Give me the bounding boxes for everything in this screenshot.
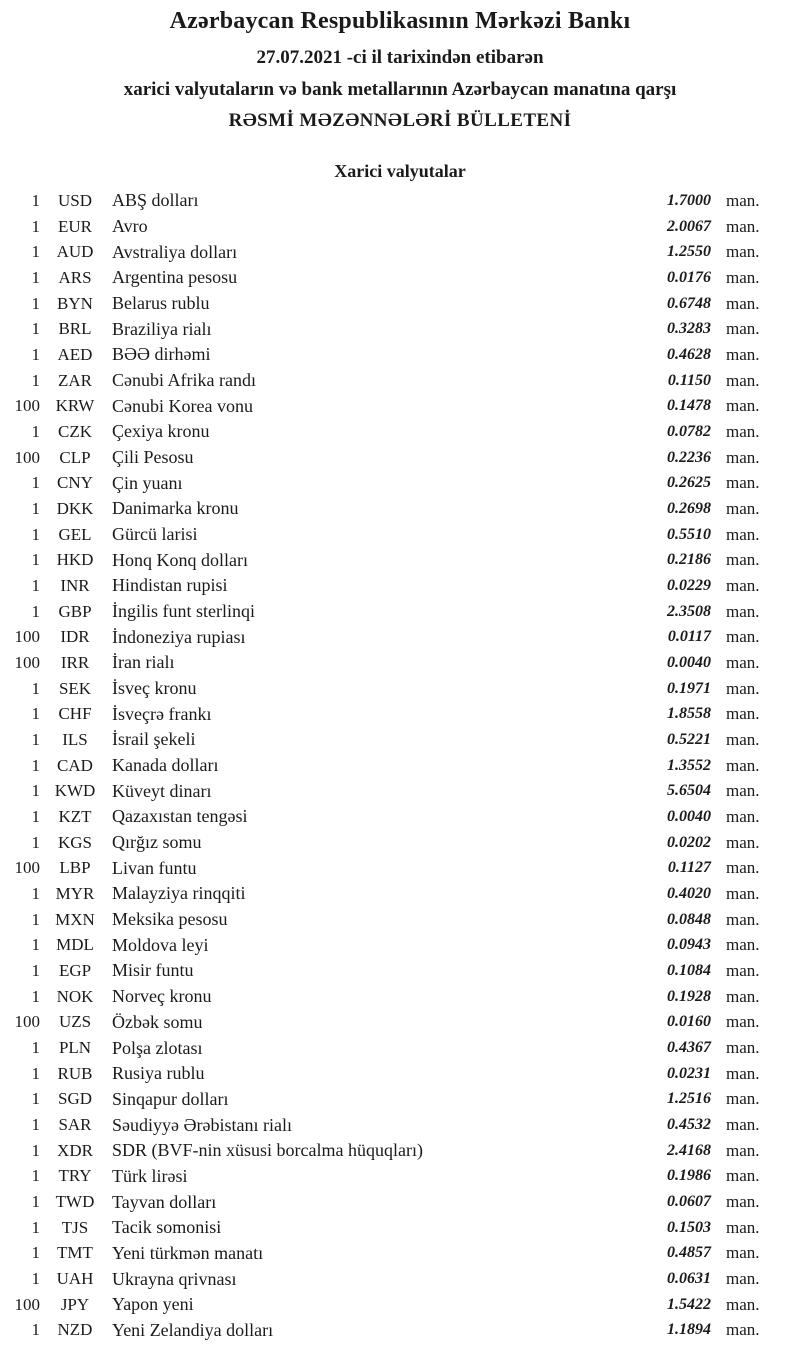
- currency-name: Qırğız somu: [112, 832, 202, 853]
- manat-unit-label: man.: [726, 883, 760, 903]
- currency-code: CZK: [58, 421, 92, 441]
- currency-rate: 0.4857: [667, 1244, 711, 1262]
- rate-row: [0, 1318, 800, 1344]
- currency-code: TRY: [58, 1166, 92, 1186]
- rate-row: [0, 701, 800, 727]
- currency-name: Cənubi Korea vonu: [112, 395, 253, 416]
- currency-rate: 0.1928: [667, 987, 711, 1005]
- effective-date-line: 27.07.2021 -ci il tarixindən etibarən: [256, 47, 544, 69]
- currency-quantity: 100: [14, 396, 40, 416]
- currency-code: IRR: [60, 652, 90, 672]
- rate-row: [0, 1215, 800, 1241]
- currency-code: UZS: [58, 1012, 92, 1032]
- currency-quantity: 1: [31, 524, 40, 544]
- manat-unit-label: man.: [726, 1192, 760, 1212]
- currency-quantity: 1: [31, 1166, 40, 1186]
- currency-name: Çexiya kronu: [112, 421, 210, 442]
- rate-row: [0, 599, 800, 625]
- currency-quantity: 1: [31, 1140, 40, 1160]
- currency-quantity: 1: [31, 729, 40, 749]
- currency-rate: 1.2550: [667, 243, 711, 261]
- currency-rate: 0.1084: [667, 961, 711, 979]
- currency-code: EUR: [58, 216, 92, 236]
- currency-rate: 0.0202: [667, 833, 711, 851]
- currency-name: Gürcü larisi: [112, 524, 198, 545]
- currency-rate: 0.1150: [667, 371, 711, 389]
- manat-unit-label: man.: [726, 652, 760, 672]
- rate-row: [0, 753, 800, 779]
- manat-unit-label: man.: [726, 678, 760, 698]
- rate-row: [0, 393, 800, 419]
- currency-code: AUD: [56, 242, 94, 262]
- bank-name-title: Azərbaycan Respublikasının Mərkəzi Bankı: [169, 8, 631, 34]
- currency-quantity: 1: [31, 267, 40, 287]
- rate-row: [0, 958, 800, 984]
- currency-rate: 0.0848: [667, 910, 711, 928]
- currency-quantity: 100: [14, 1012, 40, 1032]
- currency-rate: 1.1894: [667, 1321, 711, 1339]
- currency-name: Yeni Zelandiya dolları: [112, 1319, 274, 1340]
- currency-rate: 0.0231: [667, 1064, 711, 1082]
- currency-name: Yeni türkmən manatı: [112, 1242, 264, 1263]
- document-header: [0, 6, 800, 133]
- manat-unit-label: man.: [726, 267, 760, 287]
- currency-rate: 1.7000: [667, 191, 711, 209]
- currency-name: Argentina pesosu: [112, 267, 238, 288]
- currency-code: NOK: [56, 986, 94, 1006]
- manat-unit-label: man.: [726, 190, 760, 210]
- manat-unit-label: man.: [726, 524, 760, 544]
- currency-name: Kanada dolları: [112, 755, 219, 776]
- currency-name: Rusiya rublu: [112, 1063, 205, 1084]
- currency-quantity: 1: [31, 755, 40, 775]
- manat-unit-label: man.: [726, 960, 760, 980]
- manat-unit-label: man.: [726, 1243, 760, 1263]
- exchange-rates-table: [0, 188, 800, 1343]
- manat-unit-label: man.: [726, 601, 760, 621]
- currency-code: LBP: [59, 858, 91, 878]
- rate-row: [0, 316, 800, 342]
- manat-unit-label: man.: [726, 1012, 760, 1032]
- currency-quantity: 1: [31, 1320, 40, 1340]
- currency-rate: 0.6748: [667, 294, 711, 312]
- currency-quantity: 1: [31, 832, 40, 852]
- currency-rate: 0.5510: [667, 525, 711, 543]
- currency-code: XDR: [57, 1140, 93, 1160]
- rate-row: [0, 676, 800, 702]
- currency-code: KRW: [55, 396, 95, 416]
- rate-row: [0, 1138, 800, 1164]
- currency-quantity: 1: [31, 1217, 40, 1237]
- manat-unit-label: man.: [726, 293, 760, 313]
- currency-rate: 0.2186: [667, 551, 711, 569]
- currency-name: Honq Konq dolları: [112, 549, 248, 570]
- rate-row: [0, 1241, 800, 1267]
- currency-name: Moldova leyi: [112, 934, 209, 955]
- rate-row: [0, 855, 800, 881]
- currency-rate: 0.1986: [667, 1167, 711, 1185]
- currency-rate: 1.5422: [667, 1295, 711, 1313]
- currency-quantity: 1: [31, 344, 40, 364]
- manat-unit-label: man.: [726, 396, 760, 416]
- currency-rate: 0.5221: [667, 730, 711, 748]
- currency-code: CNY: [57, 473, 93, 493]
- manat-unit-label: man.: [726, 447, 760, 467]
- currency-quantity: 1: [31, 575, 40, 595]
- currency-name: Tayvan dolları: [112, 1191, 217, 1212]
- currency-quantity: 1: [31, 1063, 40, 1083]
- currency-rate: 2.0067: [667, 217, 711, 235]
- currency-quantity: 1: [31, 806, 40, 826]
- currency-rate: 0.0176: [667, 268, 711, 286]
- currency-rate: 0.4020: [667, 884, 711, 902]
- currency-name: Danimarka kronu: [112, 498, 239, 519]
- currency-quantity: 1: [31, 473, 40, 493]
- currency-rate: 0.0117: [667, 628, 711, 646]
- rate-row: [0, 1035, 800, 1061]
- currency-rate: 0.2625: [667, 474, 711, 492]
- currency-rate: 2.4168: [667, 1141, 711, 1159]
- currency-quantity: 1: [31, 370, 40, 390]
- manat-unit-label: man.: [726, 370, 760, 390]
- currency-name: İngilis funt sterlinqi: [112, 601, 255, 622]
- currency-name: ABŞ dolları: [112, 190, 199, 211]
- currency-quantity: 1: [31, 1038, 40, 1057]
- rate-row: [0, 624, 800, 650]
- currency-quantity: 1: [31, 319, 40, 339]
- currency-code: KGS: [57, 832, 92, 852]
- currency-rate: 5.6504: [667, 782, 711, 800]
- currency-code: MDL: [56, 935, 94, 955]
- currency-quantity: 1: [31, 1115, 40, 1135]
- currency-code: SEK: [58, 678, 92, 698]
- currency-quantity: 1: [31, 293, 40, 313]
- currency-quantity: 1: [31, 242, 40, 262]
- currency-rate: 0.0040: [667, 653, 711, 671]
- manat-unit-label: man.: [726, 1269, 760, 1289]
- currency-name: İsveçrə frankı: [112, 703, 212, 724]
- manat-unit-label: man.: [726, 1294, 760, 1314]
- currency-name: Cənubi Afrika randı: [112, 370, 256, 391]
- currency-name: Özbək somu: [112, 1011, 203, 1032]
- currency-code: NZD: [57, 1320, 93, 1340]
- manat-unit-label: man.: [726, 344, 760, 364]
- manat-unit-label: man.: [726, 498, 760, 518]
- rate-row: [0, 1061, 800, 1087]
- currency-name: Hindistan rupisi: [112, 575, 228, 596]
- currency-code: TWD: [55, 1192, 95, 1212]
- currency-code: JPY: [60, 1294, 90, 1314]
- currency-name: İsrail şekeli: [112, 729, 196, 750]
- currency-rate: 0.0943: [667, 936, 711, 954]
- rate-row: [0, 291, 800, 317]
- currency-code: CAD: [57, 755, 93, 775]
- currency-name: Çin yuanı: [112, 472, 183, 493]
- manat-unit-label: man.: [726, 242, 760, 262]
- manat-unit-label: man.: [726, 1217, 760, 1237]
- rate-row: [0, 727, 800, 753]
- currency-rate: 0.2236: [667, 448, 711, 466]
- currency-code: INR: [60, 575, 90, 595]
- currency-code: BRL: [58, 319, 92, 339]
- currency-rate: 1.2516: [667, 1090, 711, 1108]
- currency-code: USD: [57, 190, 92, 210]
- currency-code: ARS: [58, 267, 92, 287]
- currency-name: Malayziya rinqqiti: [112, 883, 246, 904]
- rate-row: [0, 419, 800, 445]
- currency-name: Küveyt dinarı: [112, 780, 212, 801]
- currency-name: Polşa zlotası: [112, 1037, 203, 1058]
- manat-unit-label: man.: [726, 421, 760, 441]
- currency-code: DKK: [56, 498, 94, 518]
- currency-rate: 0.1127: [667, 859, 711, 877]
- currency-rate: 0.0229: [667, 576, 711, 594]
- currency-rate: 1.3552: [667, 756, 711, 774]
- currency-name: Livan funtu: [112, 857, 197, 878]
- rate-row: [0, 650, 800, 676]
- currency-quantity: 1: [31, 1269, 40, 1289]
- currency-name: SDR (BVF-nin xüsusi borcalma hüquqları): [112, 1140, 423, 1161]
- rate-row: [0, 881, 800, 907]
- currency-code: ILS: [62, 729, 88, 749]
- rate-row: [0, 804, 800, 830]
- rate-row: [0, 547, 800, 573]
- currency-quantity: 100: [14, 858, 40, 878]
- currency-name: Braziliya rialı: [112, 318, 212, 339]
- currency-quantity: 1: [31, 216, 40, 236]
- currency-quantity: 1: [31, 986, 40, 1006]
- currency-quantity: 1: [31, 190, 40, 210]
- currency-name: Belarus rublu: [112, 293, 210, 314]
- currency-name: Qazaxıstan tengəsi: [112, 806, 248, 827]
- rate-row: [0, 830, 800, 856]
- currency-name: İran rialı: [112, 652, 175, 673]
- currency-quantity: 1: [31, 550, 40, 570]
- currency-quantity: 1: [31, 883, 40, 903]
- rate-row: [0, 342, 800, 368]
- rate-row: [0, 214, 800, 240]
- currency-code: GEL: [58, 524, 92, 544]
- currency-code: KZT: [58, 806, 92, 826]
- rate-row: [0, 932, 800, 958]
- currency-code: TMT: [57, 1243, 93, 1263]
- currency-name: Tacik somonisi: [112, 1217, 222, 1238]
- currency-name: Avstraliya dolları: [112, 241, 238, 262]
- rate-row: [0, 239, 800, 265]
- currency-quantity: 1: [31, 601, 40, 621]
- currency-quantity: 1: [31, 1192, 40, 1212]
- currency-rate: 0.0160: [667, 1013, 711, 1031]
- currency-name: Türk lirəsi: [112, 1165, 188, 1186]
- currency-quantity: 1: [31, 498, 40, 518]
- rate-row: [0, 1164, 800, 1190]
- currency-code: KWD: [54, 781, 96, 801]
- currency-code: MXN: [55, 909, 95, 929]
- manat-unit-label: man.: [726, 781, 760, 801]
- currency-name: BƏƏ dirhəmi: [112, 344, 211, 365]
- manat-unit-label: man.: [726, 575, 760, 595]
- manat-unit-label: man.: [726, 909, 760, 929]
- rate-row: [0, 522, 800, 548]
- manat-unit-label: man.: [726, 755, 760, 775]
- manat-unit-label: man.: [726, 216, 760, 236]
- currency-rate: 0.4628: [667, 345, 711, 363]
- manat-unit-label: man.: [726, 806, 760, 826]
- currency-name: Misir funtu: [112, 960, 194, 981]
- currency-code: HKD: [56, 550, 94, 570]
- currency-code: PLN: [58, 1038, 92, 1057]
- rate-row: [0, 265, 800, 291]
- currency-rate: 0.4532: [667, 1116, 711, 1134]
- currency-code: MYR: [55, 883, 95, 903]
- currency-name: Norveç kronu: [112, 986, 212, 1007]
- manat-unit-label: man.: [726, 704, 760, 724]
- rate-row: [0, 1292, 800, 1318]
- manat-unit-label: man.: [726, 473, 760, 493]
- currency-rate: 0.3283: [667, 320, 711, 338]
- currency-quantity: 100: [14, 1294, 40, 1314]
- currency-name: Meksika pesosu: [112, 909, 228, 930]
- currency-name: Çili Pesosu: [112, 447, 194, 468]
- rate-row: [0, 1112, 800, 1138]
- rate-row: [0, 1189, 800, 1215]
- currency-quantity: 100: [14, 652, 40, 672]
- rate-row: [0, 188, 800, 214]
- manat-unit-label: man.: [726, 935, 760, 955]
- currency-rate: 0.2698: [667, 499, 711, 517]
- manat-unit-label: man.: [726, 1089, 760, 1109]
- manat-unit-label: man.: [726, 986, 760, 1006]
- manat-unit-label: man.: [726, 1115, 760, 1135]
- currency-quantity: 1: [31, 1243, 40, 1263]
- currency-code: SAR: [58, 1115, 92, 1135]
- rate-row: [0, 778, 800, 804]
- rate-row: [0, 573, 800, 599]
- currency-rate: 1.8558: [667, 705, 711, 723]
- currency-quantity: 1: [31, 781, 40, 801]
- manat-unit-label: man.: [726, 627, 760, 647]
- rate-row: [0, 470, 800, 496]
- manat-unit-label: man.: [726, 832, 760, 852]
- currency-rate: 0.0607: [667, 1193, 711, 1211]
- currency-quantity: 1: [31, 960, 40, 980]
- currency-quantity: 1: [31, 704, 40, 724]
- currency-quantity: 1: [31, 909, 40, 929]
- currency-code: ZAR: [58, 370, 92, 390]
- currency-rate: 0.1478: [667, 397, 711, 415]
- manat-unit-label: man.: [726, 1140, 760, 1160]
- currency-code: CLP: [59, 447, 91, 467]
- currency-quantity: 100: [14, 627, 40, 647]
- section-title-foreign-currencies: Xarici valyutalar: [334, 161, 466, 181]
- currency-name: Yapon yeni: [112, 1294, 194, 1315]
- manat-unit-label: man.: [726, 1063, 760, 1083]
- currency-quantity: 1: [31, 678, 40, 698]
- currency-code: AED: [57, 344, 93, 364]
- currency-rate: 0.1971: [667, 679, 711, 697]
- rate-row: [0, 445, 800, 471]
- currency-quantity: 1: [31, 421, 40, 441]
- currency-code: UAH: [56, 1269, 94, 1289]
- manat-unit-label: man.: [726, 729, 760, 749]
- currency-rate: 2.3508: [667, 602, 711, 620]
- currency-code: SGD: [57, 1089, 92, 1109]
- currency-code: EGP: [58, 960, 92, 980]
- manat-unit-label: man.: [726, 858, 760, 878]
- manat-unit-label: man.: [726, 1038, 760, 1057]
- rate-row: [0, 1087, 800, 1113]
- rate-row: [0, 984, 800, 1010]
- currency-code: IDR: [60, 627, 90, 647]
- currency-name: Sinqapur dolları: [112, 1088, 229, 1109]
- bulletin-title: RƏSMİ MƏZƏNNƏLƏRİ BÜLLETENİ: [228, 109, 572, 131]
- manat-unit-label: man.: [726, 1320, 760, 1340]
- currency-code: TJS: [61, 1217, 89, 1237]
- currency-name: İndoneziya rupiası: [112, 626, 246, 647]
- currency-name: Avro: [112, 216, 148, 236]
- currency-name: Səudiyyə Ərəbistanı rialı: [112, 1114, 292, 1135]
- rate-row: [0, 907, 800, 933]
- currency-rate: 0.0782: [667, 422, 711, 440]
- currency-name: Ukrayna qrivnası: [112, 1268, 237, 1289]
- manat-unit-label: man.: [726, 1166, 760, 1186]
- currency-code: GBP: [58, 601, 92, 621]
- currency-rate: 0.4367: [667, 1039, 711, 1056]
- currency-quantity: 100: [14, 447, 40, 467]
- currency-code: CHF: [58, 704, 92, 724]
- currency-rate: 0.0040: [667, 807, 711, 825]
- subtitle-line: xarici valyutaların və bank metallarının Azərbaycan manatına qarşı: [123, 78, 677, 100]
- currency-code: BYN: [57, 293, 93, 313]
- currency-rate: 0.0631: [667, 1270, 711, 1288]
- manat-unit-label: man.: [726, 319, 760, 339]
- manat-unit-label: man.: [726, 550, 760, 570]
- currency-quantity: 1: [31, 1089, 40, 1109]
- rate-row: [0, 1010, 800, 1036]
- rate-row: [0, 496, 800, 522]
- currency-code: RUB: [57, 1063, 93, 1083]
- rate-row: [0, 1266, 800, 1292]
- currency-quantity: 1: [31, 935, 40, 955]
- rate-row: [0, 368, 800, 394]
- currency-rate: 0.1503: [667, 1218, 711, 1236]
- currency-name: İsveç kronu: [112, 678, 197, 699]
